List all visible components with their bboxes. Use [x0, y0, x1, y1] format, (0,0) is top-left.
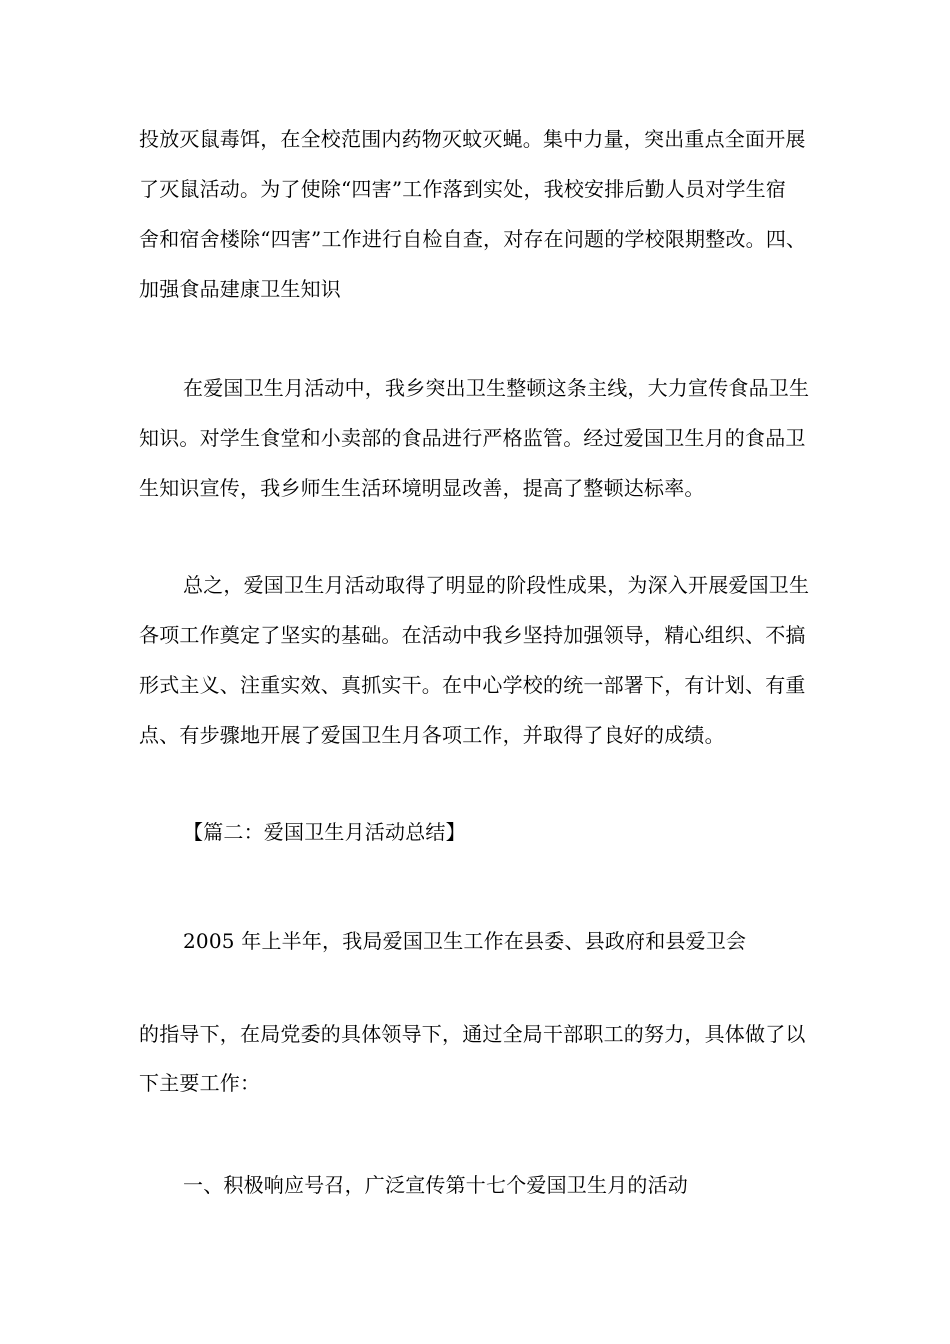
text-line: 的指导下，在局党委的具体领导下，通过全局干部职工的努力，具体做了以 — [139, 1022, 806, 1046]
text-line: 加强食品建康卫生知识 — [139, 277, 341, 301]
text-line: 了灭鼠活动。为了使除“四害”工作落到实处，我校安排后勤人员对学生宿 — [139, 177, 787, 201]
text-line: 各项工作奠定了坚实的基础。在活动中我乡坚持加强领导，精心组织、不搞 — [139, 623, 806, 647]
text-line: 总之，爱国卫生月活动取得了明显的阶段性成果，为深入开展爱国卫生 — [183, 573, 810, 597]
text-line: 形式主义、注重实效、真抓实干。在中心学校的统一部署下，有计划、有重 — [139, 673, 806, 697]
text-line: 在爱国卫生月活动中，我乡突出卫生整顿这条主线，大力宣传食品卫生 — [183, 376, 810, 400]
text-line: 知识。对学生食堂和小卖部的食品进行严格监管。经过爱国卫生月的食品卫 — [139, 426, 806, 450]
text-line: 舍和宿舍楼除“四害”工作进行自检自查，对存在问题的学校限期整改。四、 — [139, 227, 807, 251]
text-line: 下主要工作： — [139, 1071, 261, 1095]
text-line: 一、积极响应号召，广泛宣传第十七个爱国卫生月的活动 — [183, 1173, 688, 1197]
text-line: 2005 年上半年，我局爱国卫生工作在县委、县政府和县爱卫会 — [183, 929, 747, 953]
heading-text: 【篇二：爱国卫生月活动总结】 — [183, 820, 466, 844]
text-line: 点、有步骤地开展了爱国卫生月各项工作，并取得了良好的成绩。 — [139, 723, 725, 747]
text-line: 投放灭鼠毒饵，在全校范围内药物灭蚊灭蝇。集中力量，突出重点全面开展 — [139, 127, 806, 151]
text-line: 生知识宣传，我乡师生生活环境明显改善，提高了整顿达标率。 — [139, 476, 705, 500]
